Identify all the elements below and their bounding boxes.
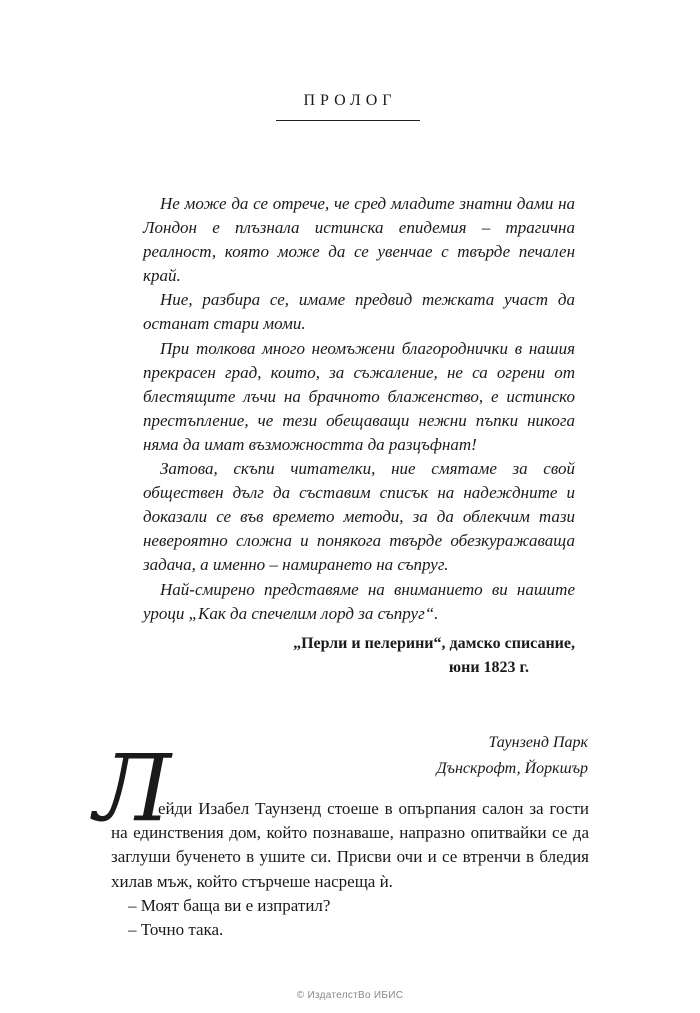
attribution-date: юни 1823 г. xyxy=(448,659,529,676)
chapter-body xyxy=(111,797,589,942)
dropcap-glyph: Л xyxy=(94,735,171,842)
opening-paragraph: ейди Изабел Таунзенд стоеше в опърпания салон за гости на единствения дом, който познаваше, напразно опитвайки се да заглуши бученето в ушите си. Присви очи и се втренчи в бледия хилав мъж, който стърчеше насреща ѝ. xyxy=(111,799,589,891)
epigraph-attribution xyxy=(143,632,575,680)
epigraph-paragraph: Най-смирено представяме на вниманието ви нашите уроци „Как да спечелим лорд за съпруг“. xyxy=(143,579,575,623)
dialog-line: – Моят баща ви е изпратил? xyxy=(128,895,331,915)
scene-location xyxy=(436,730,588,782)
publisher-copyright: © ИздателстВо ИБИС xyxy=(296,990,404,1001)
title-underline xyxy=(276,120,420,121)
epigraph-paragraph: При толкова много неомъжени благороднички в нашия прекрасен град, които, за съжаление, не са огрени от блестящите лъчи на брачното блаженство, е истинско престъпление, че тези обещаващи нежни пъпки никога няма да имат възможността да разцъфнат! xyxy=(143,338,575,454)
dialog-line: – Точно така. xyxy=(128,920,224,940)
location-town: Дънскрофт, Йоркшър xyxy=(436,760,588,777)
epigraph-paragraph: Не може да се отрече, че сред младите знатни дами на Лондон е плъзнала истинска епидемия – трагична реалност, която може да се увенчае с твърде печален край. xyxy=(143,194,575,286)
attribution-source: „Перли и пелерини“, дамско списание, xyxy=(293,635,575,652)
epigraph-paragraph: Затова, скъпи читателки, ние смятаме за свой обществен дълг да съставим списък на надеждните и доказали се във времето методи, за да облекчим тази невероятно сложна и понякога твърде обезкуражаваща задача, а именно – намирането на съпруг. xyxy=(143,459,575,575)
chapter-title: ПРОЛОГ xyxy=(303,92,397,109)
epigraph xyxy=(143,192,575,626)
location-estate: Таунзенд Парк xyxy=(488,734,588,751)
epigraph-paragraph: Ние, разбира се, имаме предвид тежката участ да останат стари моми. xyxy=(143,290,575,334)
